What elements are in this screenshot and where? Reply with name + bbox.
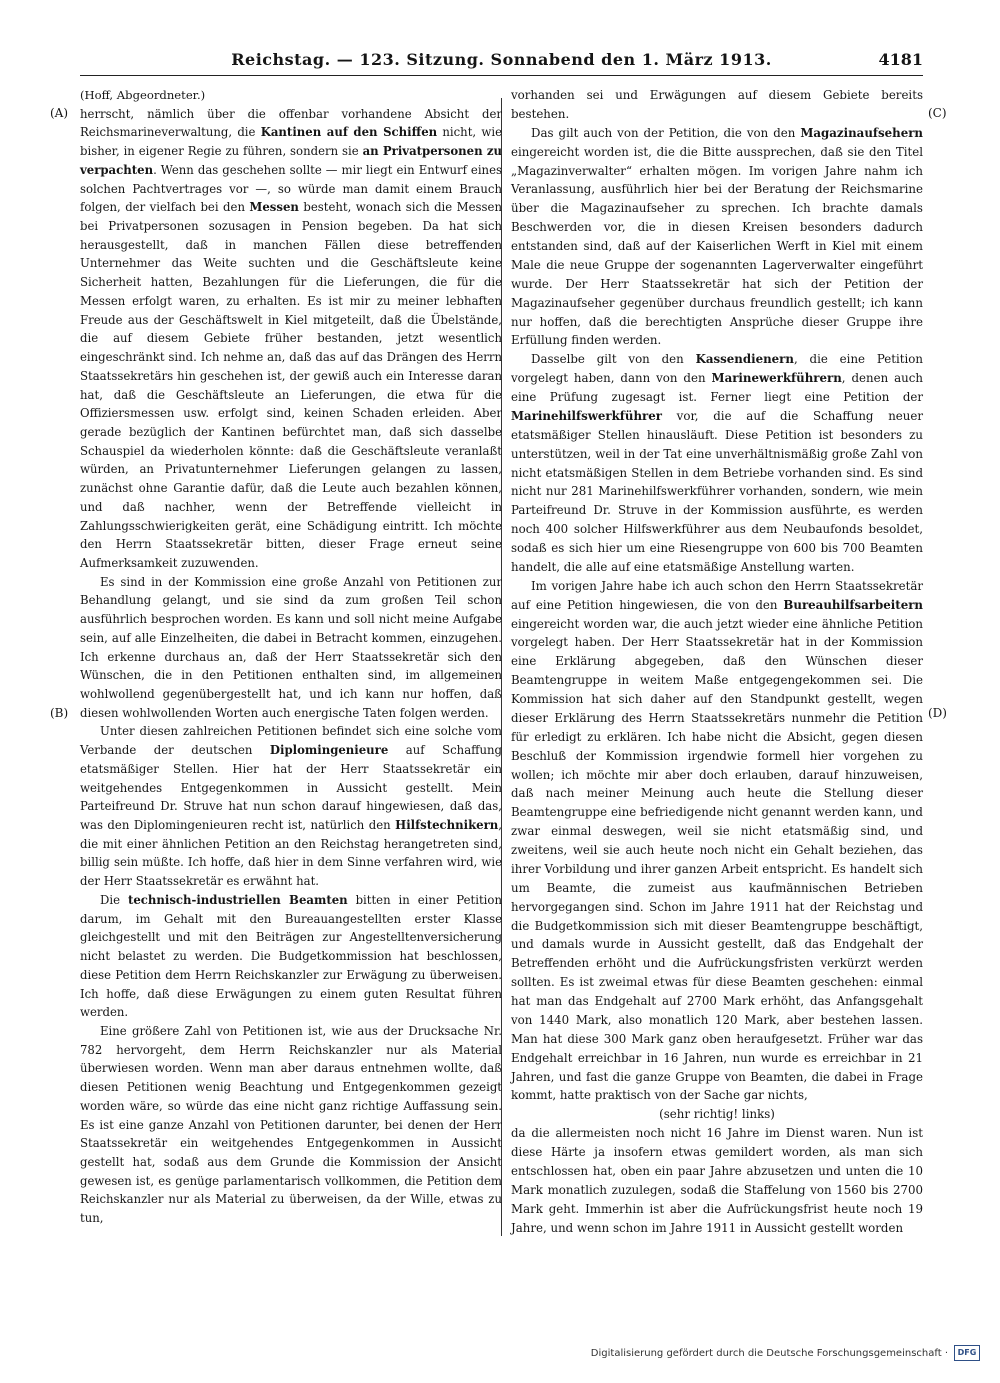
margin-mark-d: (D) <box>928 706 947 720</box>
paragraph: Die technisch-industriellen Beamten bitten in einer Petition darum, im Gehalt mit den Bureauangestellten erster Klasse gleichgestellt und mit den Beiträgen zur Angestelltenversicherung nicht belastet zu werden. Die Budgetkommission hat beschlossen, diese Petition dem Herrn Reichskanzler zur Erwägung zu überweisen. Ich hoffe, daß diese Erwägungen zu einem guten Resultat führen werden. <box>80 892 502 1020</box>
speaker-attribution: (Hoff, Abgeordneter.) <box>80 88 206 102</box>
emphasis: Kassendienern <box>695 352 794 367</box>
paragraph: Unter diesen zahlreichen Petitionen befindet sich eine solche vom Verbande der deutschen Diplomingenieure auf Schaffung etatsmäßiger Stellen. Hier hat der Herr Staatssekretär ein weitgehendes Entgegenkommen in Aussicht gestellt. Mein Parteifreund Dr. Struve hat nun schon darauf hingewiesen, daß das, was den Diplomingenieuren recht ist, natürlich den Hilfstechnikern, die mit einer ähnlichen Petition an den Reichstag herangetreten sind, billig sein müßte. Ich hoffe, daß hier in dem Sinne verfahren wird, wie der Herr Staatssekretär es erwähnt hat. <box>80 724 502 889</box>
page-header <box>80 50 923 76</box>
margin-mark-b: (B) <box>50 706 69 720</box>
paragraph: Dasselbe gilt von den Kassendienern, die eine Petition vorgelegt haben, dann von den Marinewerkführern, denen auch eine Prüfung zugesagt ist. Ferner liegt eine Petition der Marinehilfswerkführer vor, die auf die Schaffung neuer etatsmäßiger Stellen hinausläuft. Diese Petition ist besonders zu unterstützen, weil in der Tat eine unverhältnismäßig große Zahl von nicht etatsmäßigen Stellen in dem Betriebe vorhanden sind. Es sind nicht nur 281 Marinehilfswerkführer vorhanden, sondern, wie mein Parteifreund Dr. Struve in der Kommission ausführte, es werden noch 400 solcher Hilfswerkführer aus dem Neubaufonds besoldet, sodaß es sich hier um eine Riesengruppe von 600 bis 700 Beamten handelt, die alle auf eine etatsmäßige Anstellung warten. <box>511 352 923 574</box>
emphasis: Magazinaufsehern <box>800 125 923 140</box>
emphasis: Marinewerkführern <box>711 371 842 386</box>
paragraph: herrscht, nämlich über die offenbar vorhandene Absicht der Reichsmarineverwaltung, die Kantinen auf den Schiffen nicht, wie bisher, in eigener Regie zu führen, sondern sie an Privatpersonen zu verpachten. Wenn das geschehen sollte — mir liegt ein Entwurf eines solchen Pachtvertrages vor —, so würde man damit einem Brauch folgen, der vielfach bei den Messen besteht, wonach sich die Messen bei Privatpersonen sozusagen in Pension begeben. Da hat sich herausgestellt, daß in manchen Fällen diese betreffenden Unternehmer das Weite suchten und die Geschäftsleute keine Sicherheit hatten, Bezahlungen für die Lieferungen, die für die Messen erfolgt waren, zu erhalten. Es ist mir zu meiner lebhaften Freude aus der Geschäftswelt in Kiel mitgeteilt, daß die Übelstände, die auf diesem Gebiete früher bestanden, jetzt wesentlich eingeschränkt sind. Ich nehme an, daß das auf das Drängen des Herrn Staatssekretärs hin geschehen ist, der gewiß auch ein Interesse daran hat, daß die Geschäftsleute an Lieferungen, die etwa für die Offiziersmessen usw. erfolgt sind, keinen Schaden erleiden. Aber gerade bezüglich der Kantinen befürchtet man, daß sich dasselbe Schauspiel da wiederholen könnte: daß die Geschäftsleute veranlaßt würden, an Privatunternehmer Lieferungen gelangen zu lassen, zunächst ohne Garantie dafür, daß die Leute auch bezahlen können, und daß nachher, wenn der Betreffende vielleicht in Zahlungsschwierigkeiten gerät, eine Schädigung eintritt. Ich möchte den Herrn Staatssekretär bitten, dieser Frage erneut seine Aufmerksamkeit zuzuwenden. <box>80 106 502 570</box>
paragraph: vorhanden sei und Erwägungen auf diesem Gebiete bereits bestehen. <box>511 88 923 121</box>
margin-mark-c: (C) <box>928 106 947 120</box>
footer-text: Digitalisierung gefördert durch die Deutsche Forschungsgemeinschaft · <box>590 1347 948 1359</box>
paragraph: Im vorigen Jahre habe ich auch schon den Herrn Staatssekretär auf eine Petition hingewiesen, die von den Bureauhilfsarbeitern eingereicht worden war, die auch jetzt wieder eine ähnliche Petition vorgelegt haben. Der Herr Staatssekretär hat in der Kommission eine Erklärung abgegeben, daß den Wünschen dieser Beamtengruppe in weitem Maße entgegengekommen sei. Die Kommission hat sich daher auf den Standpunkt gestellt, wegen dieser Erklärung des Herrn Staatssekretärs nunmehr die Petition für erledigt zu erklären. Ich habe nicht die Absicht, gegen diesen Beschluß der Kommission irgendwie formell hier vorgehen zu wollen; ich möchte mir aber doch erlauben, darauf hinzuweisen, daß nach meiner Meinung auch heute die Stellung dieser Beamtengruppe eine befriedigende nicht genannt werden kann, und zwar einmal deswegen, weil sie nicht etatsmäßig sind, und zweitens, weil sie auch heute noch nicht ein Gehalt beziehen, das ihrer Vorbildung und ihrer ganzen Arbeit entspricht. Es handelt sich um Beamte, die zumeist aus kaufmännischen Betrieben hervorgegangen sind. Schon im Jahre 1911 hat der Reichstag und die Budgetkommission sich mit dieser Beamtengruppe beschäftigt, und damals wurde in Aussicht gestellt, daß das Endgehalt der Betreffenden erhöht und die Aufrückungsfristen verkürzt werden sollten. Es ist zweimal etwas für diese Beamten geschehen: einmal hat man das Endgehalt auf 2700 Mark erhöht, das Anfangsgehalt von 1440 Mark, also monatlich 120 Mark, aber bestehen lassen. Man hat diese 300 Mark ganz oben heraufgesetzt. Früher war das Endgehalt erreichbar in 16 Jahren, nun wurde es erreichbar in 21 Jahren, und fast die ganze Gruppe von Beamten, die dabei in Frage kommt, hatte praktisch von der Sache gar nichts, <box>511 578 923 1103</box>
running-title: Reichstag. — 123. Sitzung. Sonnabend den 1. März 1913. <box>231 50 772 69</box>
emphasis: an Privatpersonen zu verpachten <box>80 144 502 177</box>
emphasis: technisch-industriellen Beamten <box>127 892 348 907</box>
margin-mark-a: (A) <box>50 106 69 120</box>
emphasis: Diplomingenieure <box>269 743 389 758</box>
paragraph: Das gilt auch von der Petition, die von den Magazinaufsehern eingereicht worden ist, die die Bitte aussprechen, daß sie den Titel „Magazinverwalter“ erhalten mögen. Im vorigen Jahre nahm ich Veranlassung, ausführlich hier bei der Beratung der Reichsmarine über die Magazinaufseher zu sprechen. Ich brachte damals Beschwerden vor, die in diesen Kreisen besonders dadurch entstanden sind, daß auf der Kaiserlichen Werft in Kiel mit einem Male die neue Gruppe der sogenannten Lagerverwalter eingeführt wurde. Der Herr Staatssekretär hat sich der Petition der Magazinaufseher gegenüber durchaus freundlich gestellt; ich kann nur hoffen, daß die berechtigten Ansprüche dieser Gruppe ihre Erfüllung finden werden. <box>511 125 923 348</box>
emphasis: Marinehilfswerkführer <box>511 408 662 423</box>
paragraph: da die allermeisten noch nicht 16 Jahre im Dienst waren. Nun ist diese Härte ja insofern etwas gemildert worden, als man sich entschlossen hat, oben ein paar Jahre abzusetzen und unten die 10 Mark monatlich zuzulegen, sodaß die Staffelung von 1560 bis 2700 Mark geht. Immerhin ist aber die Aufrückungsfrist heute noch 19 Jahre, und wenn schon im Jahre 1911 in Aussicht gestellt worden <box>511 1126 923 1235</box>
right-column <box>511 86 923 1237</box>
left-column <box>80 86 502 1228</box>
emphasis: Messen <box>249 200 299 215</box>
emphasis: Hilfstechnikern <box>395 818 499 833</box>
emphasis: Kantinen auf den Schiffen <box>260 125 438 140</box>
dfg-logo: DFG <box>954 1345 980 1361</box>
interjection: (sehr richtig! links) <box>659 1107 775 1122</box>
emphasis: Bureauhilfsarbeitern <box>783 597 923 612</box>
digitization-footer <box>591 1345 980 1361</box>
page-number: 4181 <box>878 50 923 69</box>
header-rule <box>80 75 923 76</box>
paragraph: Es sind in der Kommission eine große Anzahl von Petitionen zur Behandlung gelangt, und sie sind da zum großen Teil schon ausführlich besprochen worden. Es kann und soll nicht meine Aufgabe sein, auf alle Einzelheiten, die dabei in Betracht kommen, einzugehen. Ich erkenne durchaus an, daß der Herr Staatssekretär sich den Wünschen, die in den Petitionen enthalten sind, im allgemeinen wohlwollend gegenübergestellt hat, und ich kann nur hoffen, daß diesen wohlwollenden Worten auch energische Taten folgen werden. <box>80 574 502 720</box>
paragraph: Eine größere Zahl von Petitionen ist, wie aus der Drucksache Nr. 782 hervorgeht, dem Herrn Reichskanzler nur als Material überwiesen worden. Wenn man aber daraus entnehmen wollte, daß diesen Petitionen wenig Beachtung und Entgegenkommen gezeigt worden wäre, so würde das eine nicht ganz richtige Auffassung sein. Es ist eine ganze Anzahl von Petitionen darunter, bei denen der Herr Staatssekretär ein weitgehendes Entgegenkommen in Aussicht gestellt hat, sodaß aus dem Grunde die Kommission der Ansicht gewesen ist, es genüge parlamentarisch vollkommen, die Petition dem Reichskanzler nur als Material zu überweisen, da der Wille, etwas zu tun, <box>80 1023 502 1226</box>
